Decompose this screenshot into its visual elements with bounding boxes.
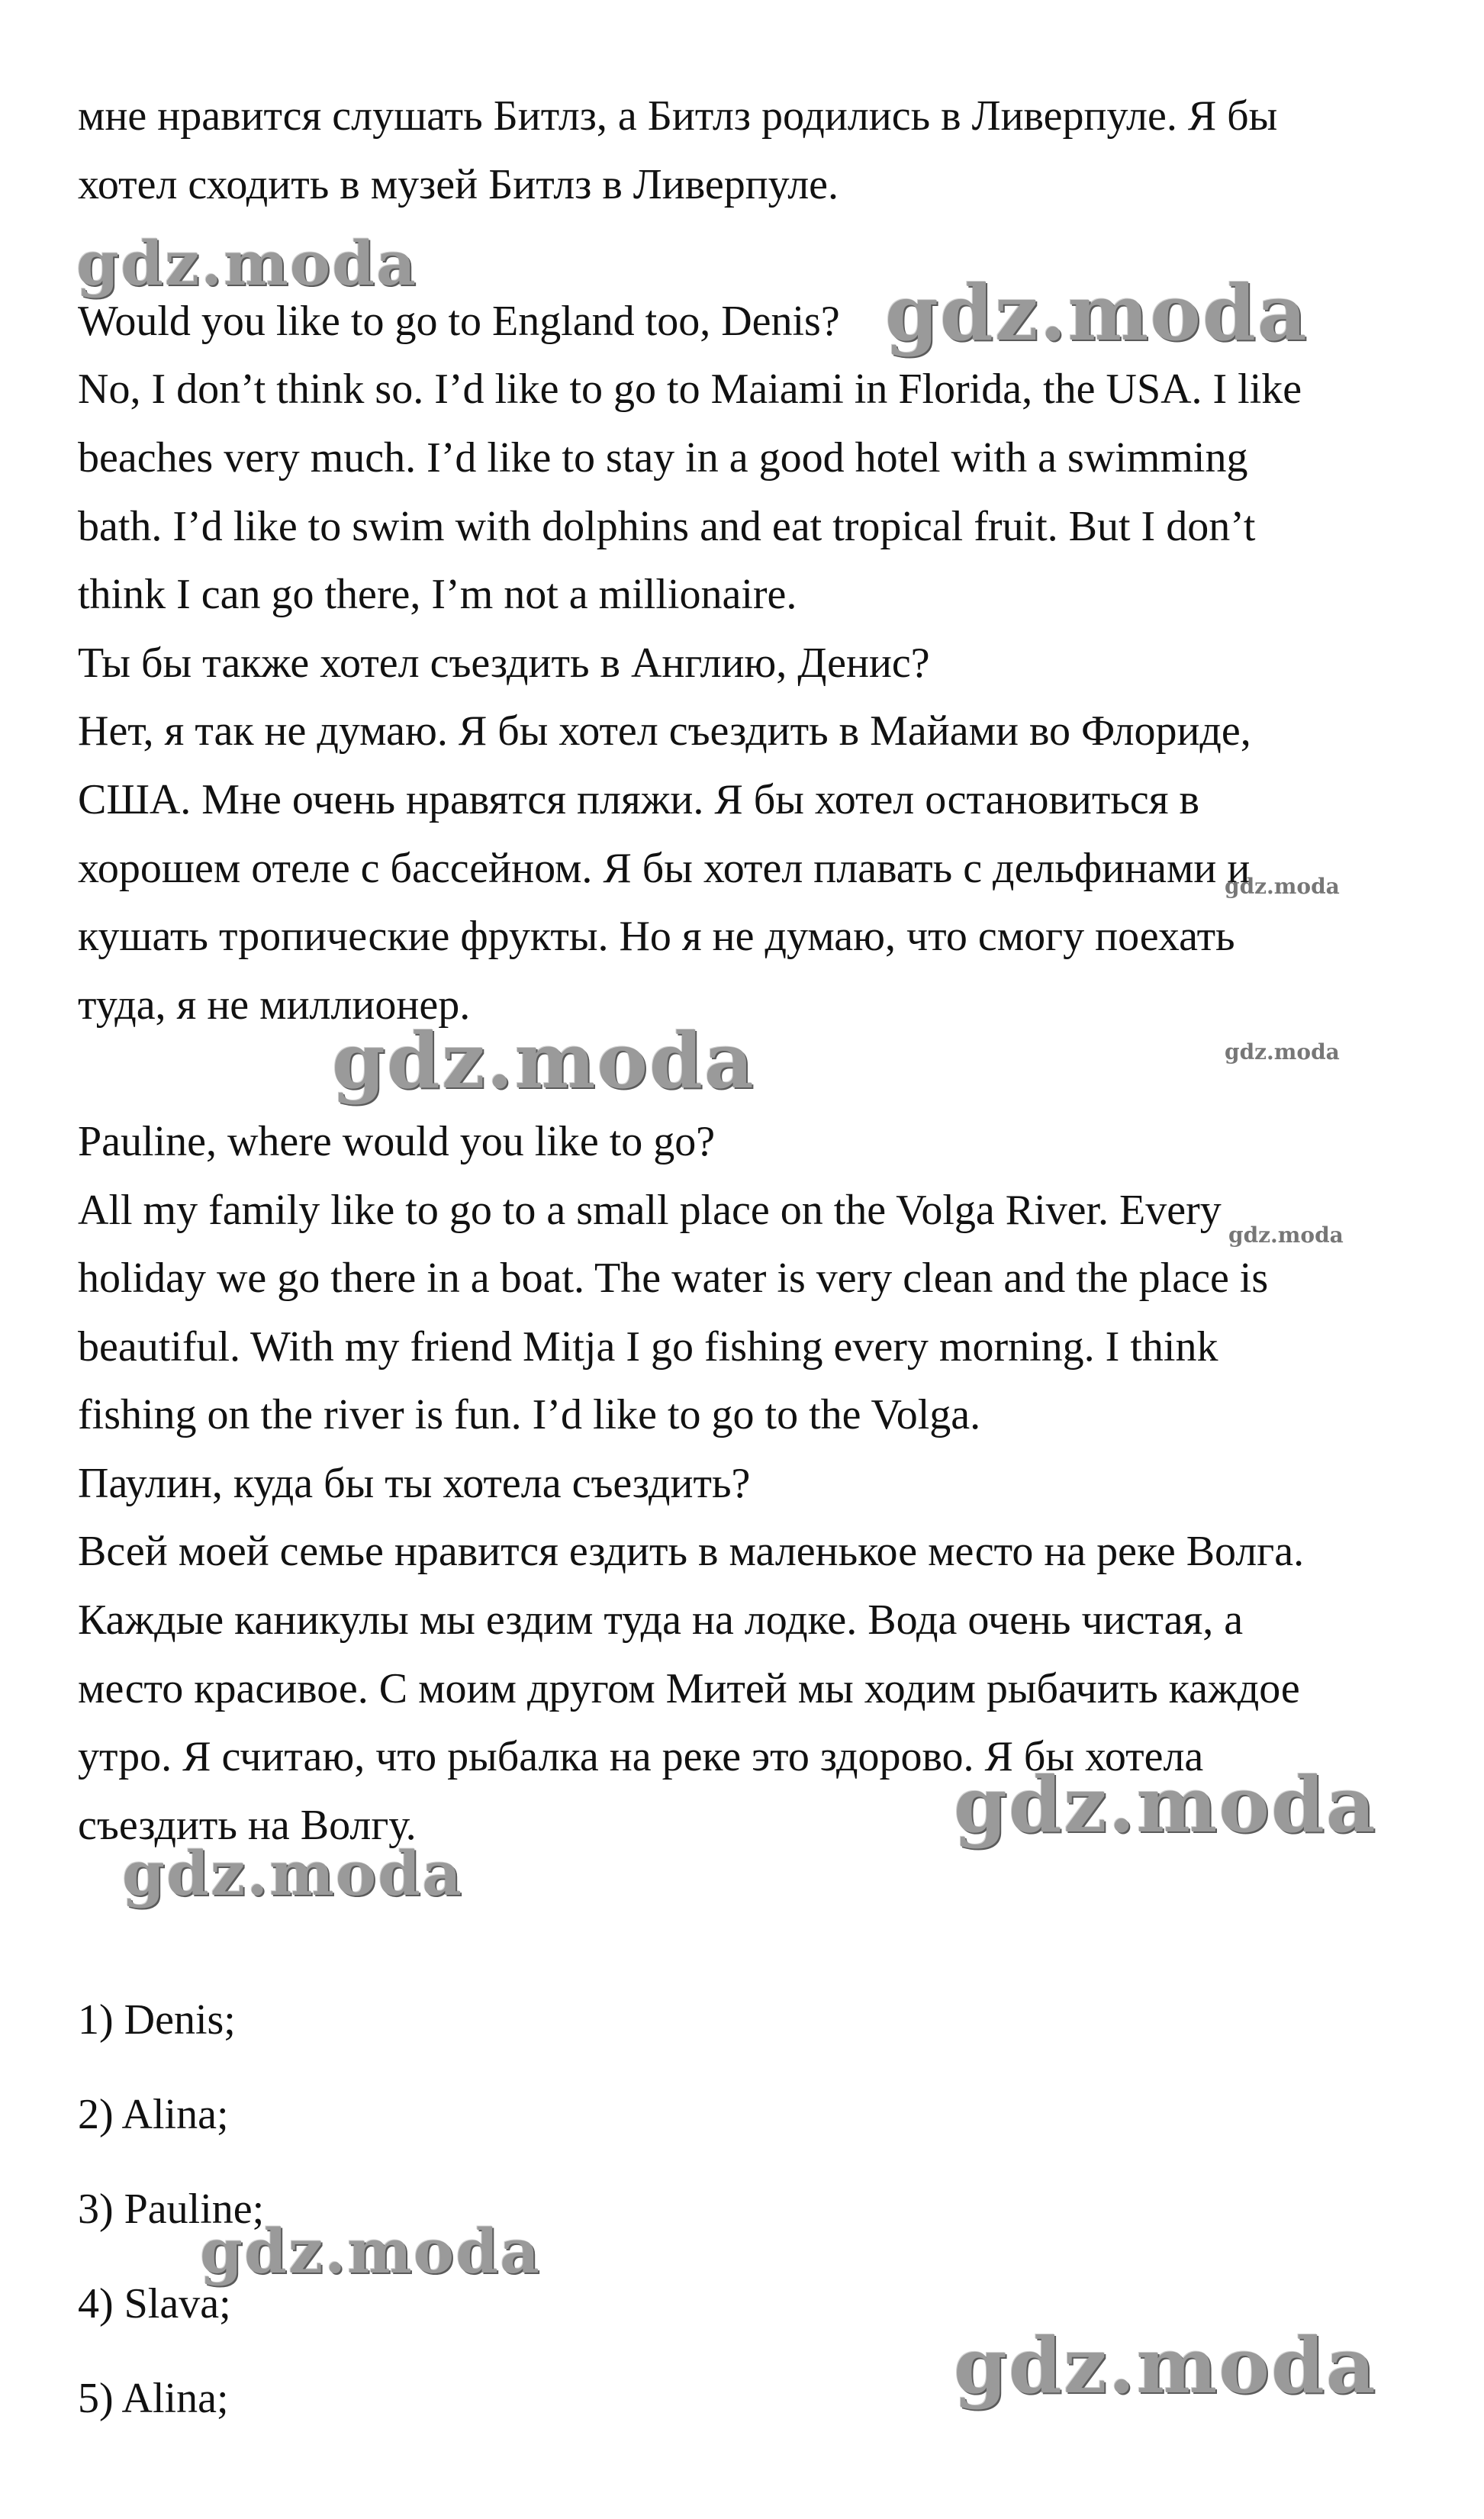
watermark: gdz.moda (76, 227, 417, 299)
text-line: Ты бы также хотел съездить в Англию, Денис? (78, 639, 930, 687)
text-line: место красивое. С моим другом Митей мы ходим рыбачить каждое (78, 1664, 1300, 1712)
watermark: gdz.moda (1225, 1039, 1340, 1065)
text-line: съездить на Волгу. (78, 1801, 417, 1849)
text-line: think I can go there, I’m not a millionaire. (78, 571, 797, 619)
watermark: gdz.moda (954, 1760, 1377, 1850)
answer-list (78, 1973, 264, 2446)
watermark: gdz.moda (954, 2321, 1377, 2411)
text-line: США. Мне очень нравятся пляжи. Я бы хотел остановиться в (78, 775, 1199, 823)
text-line: fishing on the river is fun. I’d like to go to the Volga. (78, 1391, 981, 1439)
watermark: gdz.moda (885, 268, 1309, 358)
answer-item: 2) Alina; (78, 2091, 229, 2138)
text-line: Pauline, where would you like to go? (78, 1117, 716, 1165)
text-line: holiday we go there in a boat. The water is very clean and the place is (78, 1255, 1269, 1303)
answer-item: 5) Alina; (78, 2375, 229, 2422)
text-line: мне нравится слушать Битлз, а Битлз родились в Ливерпуле. Я бы (78, 92, 1278, 140)
text-line: beautiful. With my friend Mitja I go fishing every morning. I think (78, 1322, 1218, 1371)
spacer (78, 219, 1421, 288)
text-line: кушать тропические фрукты. Но я не думаю, что смогу поехать (78, 913, 1235, 961)
text-line: Нет, я так не думаю. Я бы хотел съездить в Майами во Флориде, (78, 707, 1251, 755)
spacer (78, 1039, 1421, 1108)
watermark: gdz.moda (332, 1016, 755, 1106)
text-line: Всей моей семье нравится ездить в маленькое место на реке Волга. (78, 1528, 1305, 1576)
text-line: хорошем отеле с бассейном. Я бы хотел плавать с дельфинами и (78, 844, 1251, 892)
text-line: Would you like to go to England too, Denis? (78, 297, 840, 345)
text-line: No, I don’t think so. I’d like to go to Maiami in Florida, the USA. I like (78, 366, 1302, 414)
text-line: bath. I’d like to swim with dolphins and eat tropical fruit. But I don’t (78, 502, 1256, 550)
document-text (78, 82, 1421, 1860)
text-line: хотел сходить в музей Битлз в Ливерпуле. (78, 160, 839, 208)
text-line: туда, я не миллионер. (78, 981, 471, 1029)
text-line: утро. Я считаю, что рыбалка на реке это здорово. Я бы хотела (78, 1733, 1204, 1781)
answer-item: 1) Denis; (78, 1996, 236, 2044)
answer-item: 3) Pauline; (78, 2186, 265, 2233)
watermark: gdz.moda (200, 2215, 541, 2287)
text-line: Каждые каникулы мы ездим туда на лодке. Вода очень чистая, а (78, 1596, 1244, 1644)
text-line: beaches very much. I’d like to stay in a good hotel with a swimming (78, 433, 1248, 482)
text-line: All my family like to go to a small place on the Volga River. Every (78, 1186, 1222, 1234)
text-line: Паулин, куда бы ты хотела съездить? (78, 1459, 751, 1507)
watermark: gdz.moda (1228, 1222, 1344, 1248)
watermark: gdz.moda (1225, 874, 1340, 899)
answer-item: 4) Slava; (78, 2280, 231, 2327)
watermark: gdz.moda (122, 1838, 463, 1909)
